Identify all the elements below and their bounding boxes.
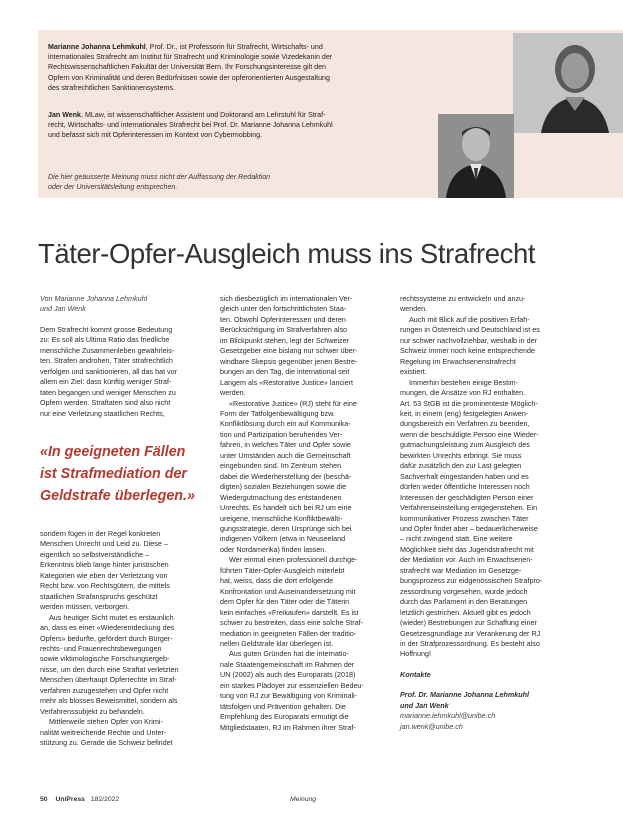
author-bio-wenk: Jan Wenk, MLaw, ist wissenschaftlicher Assistent und Doktorand am Lehrstuhl für Straf- recht, Wirtschafts- und internationales Strafrecht bei Prof. Dr. Marianne Johanna Lehmkuhl und befasst sich mit Opferinteressen im Kontext von Cybermobbing. <box>48 111 333 140</box>
pull-quote: «In geeigneten Fällen ist Strafmediation der Geldstrafe überlegen.» <box>40 443 195 504</box>
author-name-lehmkuhl: Marianne Johanna Lehmkuhl <box>48 43 146 51</box>
author-info-box <box>38 30 623 198</box>
article-headline: Täter-Opfer-Ausgleich muss ins Strafrecht <box>38 238 536 269</box>
article-column-2: sich diesbezüglich im internationalen Ver- gleich unter den fortschrittlichsten Staa- ten. Obwohl Opferinteressen und deren Berücksichtigung im Strafverfahren also im Blickpunkt stehen, legt der Schweizer Gesetzgeber eine bislang nur schwer über- windbare Skepsis gegenüber jenen Bestre- bungen an den Tag, die international seit Langem als «Restorative Justice» lanciert werden. «Restorative Justice» (RJ) steht für eine Form der Tatfolgenbewältigung bzw. Konfliktlösung durch ein auf Kommunika- tion und Partizipation beruhendes Ver- fahren, in welches Täter und Opfer sowie unter Umständen auch die Gemeinschaft eingebunden sind. Im Zentrum stehen dabei die Wiederherstellung der (beschä- digten) sozialen Beziehungen sowie die Wiedergutmachung des entstandenen Unrechts. Es handelt sich bei RJ um eine ureigene, menschliche Konfliktbewälti- gungsstrategie, deren Ursprünge sich bei indigenen Völkern (etwa in Neuseeland oder Nordamerika) finden lassen. Wer einmal einen professionell durchge- führten Täter-Opfer-Ausgleich miterlebt hat, weiss, dass die dort erfolgende Konfrontation und Auseinandersetzung mit dem Opfer für den Täter oder die Täterin kein einfaches «Freikaufen» darstellt. Es ist schwer zu bestreiten, dass eine solche Straf- mediation in geeigneten Fällen der traditio- nellen Geldstrafe klar überlegen ist. Aus guten Gründen hat die internatio- nale Staatengemeinschaft im Rahmen der UN (2002) als auch des Europarats (2018) ein starkes Plädoyer zur essenziellen Bedeu- tung von RJ zur Bewältigung von Kriminali- tätsfolgen und Prävention gehalten. Die Empfehlung des Europarats ermutigt die Mitgliedstaaten, RJ im Rahmen ihrer Straf- <box>220 294 364 732</box>
publication-name: UniPress <box>55 796 85 803</box>
contact-name: Prof. Dr. Marianne Johanna Lehmkuhl <box>400 690 529 700</box>
author-photo-lehmkuhl <box>513 33 623 133</box>
author-bio-lehmkuhl: Marianne Johanna Lehmkuhl, Prof. Dr., ist Professorin für Strafrecht, Wirtschafts- und internationales Strafrecht am Institut für Strafrecht und Kriminologie sowie Vizedekanin der Rechtswissenschaftlichen Fakultät der Universität Bern. Ihr Forschungsinteresse gilt den Opfern von Kriminalität und deren Bedürfnissen sowie der opferorientierten Ausgestaltung des strafrechtlichen Sanktionensystems. <box>48 43 333 92</box>
page-number: 50 <box>40 796 48 803</box>
issue-number: 182/2022 <box>90 796 120 803</box>
email-link-lehmkuhl[interactable]: marianne.lehmkuhl@unibe.ch <box>400 711 496 721</box>
byline: Von Marianne Johanna Lehmkuhl <box>40 294 148 303</box>
section-name: Meinung <box>290 796 317 803</box>
article-column-3: rechtssysteme zu entwickeln und anzu- wenden. Auch mit Blick auf die positiven Erfah- rungen in Österreich und Deutschland ist es nur schwer nachvollziehbar, weshalb in der Schweiz immer noch keine entsprechende Regelung im Erwachsenenstrafrecht existiert. Immerhin bestehen einige Bestim- mungen, die Ansätze von RJ enthalten. Art. 53 StGB ist die prominenteste Möglich- keit, in einem (eng) festgelegten Anwen- dungsbereich ein Verfahren zu beenden, wenn die beschuldigte Person eine Wieder- gutmachungsleistung zum Ausgleich des bewirkten Unrechts erbringt. Sie muss dafür zusätzlich den zur Last gelegten Sachverhalt eingestanden haben und es dürfen weder öffentliche Interessen noch Interessen der geschädigten Person einer Verfahrenseinstellung entgegenstehen. Ein kommunikativer Prozess zwischen Täter und Opfer findet aber – bedauerlicherweise – nicht zwingend statt. Eine weitere Möglichkeit sieht das Jugendstrafrecht mit der Mediation vor. Auch im Erwachsenen- strafrecht war Mediation im Gesetzge- bungsprozess zur eidgenössischen Strafpro- zessordnung vorgesehen, wurde jedoch durch das Parlament in den Beratungen letztlich gestrichen. Aktuell gibt es jedoch (wieder) Bestrebungen zur Schaffung einer Gesetzesgrundlage zur Verankerung der RJ in der Strafprozessordnung. Es besteht also Hoffnung! Kontakte Prof. Dr. Marianne Johanna Lehmkuhl und Jan Wenk marianne.lehmkuhl@unibe.ch jan.wenk@unibe.ch <box>400 294 570 732</box>
author-name-wenk: Jan Wenk <box>48 111 81 119</box>
portrait-man-image <box>438 114 514 198</box>
editorial-disclaimer: Die hier geäusserte Meinung muss nicht der Auffassung der Redaktion oder der Universitätsleitung entsprechen. <box>48 173 271 191</box>
author-photo-wenk <box>438 114 514 198</box>
page-footer <box>40 796 580 803</box>
portrait-woman-image <box>513 33 623 133</box>
article-column-1: Von Marianne Johanna Lehmkuhl und Jan Wenk Dem Strafrecht kommt grosse Bedeutung zu: Es soll als Ultima Ratio das friedliche menschliche Zusammenleben gewährleis- ten. Strafen androhen, Täter strafrechtlich verfolgen und sanktionieren, all das hat vor allem ein Ziel: dass künftig weniger Straf- taten begangen und weniger Menschen zu Opfern werden. Straftaten sind also nicht nur eine Verletzung staatlichen Rechts, «In geeigneten Fällen ist Strafmediation der Geldstrafe überlegen.» sondern fügen in der Regel konkreten Menschen Unrecht und Leid zu. Diese – eigentlich so selbstverständliche – Erkenntnis blieb lange hinter juristischen Kategorien wie eben der Verletzung von Recht bzw. von Rechtsgütern, die mittels staatlichen Strafanspruchs geschützt werden müssen, verborgen. Aus heutiger Sicht mutet es erstaunlich an, dass es einer «Wiederentdeckung des Opfers» bedurfte, gefördert durch Bürger- rechts- und Frauenrechtsbewegungen sowie viktimologische Forschungsergeb- nisse, um den durch eine Straftat verletzten Menschen überhaupt Opferrechte im Straf- verfahren zuzugestehen und Opfer nicht mehr als blosses Beweismittel, sondern als Verfahrenssubjekt zu behandeln. Mittlerweile stehen Opfer von Krimi- nalität weitreichende Rechte und Unter- stützung zu. Gerade die Schweiz befindet <box>40 294 202 749</box>
email-link-wenk[interactable]: jan.wenk@unibe.ch <box>400 721 463 731</box>
contacts-heading: Kontakte <box>400 669 431 679</box>
